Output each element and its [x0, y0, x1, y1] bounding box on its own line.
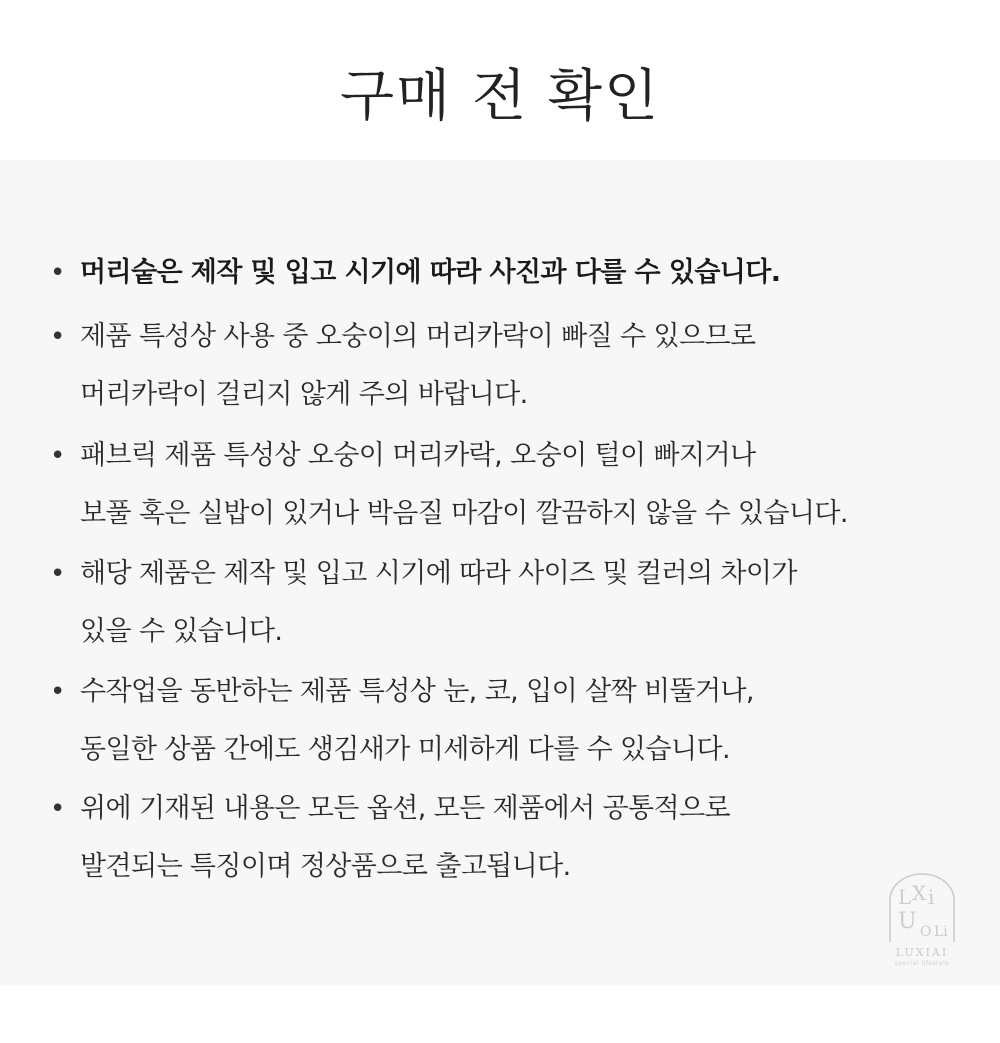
notice-line: 제품 특성상 사용 중 오숭이의 머리카락이 빠질 수 있으므로 [80, 321, 756, 352]
bullet-icon: • [50, 677, 66, 707]
brand-mark-l: L [898, 885, 912, 909]
brand-mark-u: U [898, 909, 917, 934]
notice-item-normal-product [50, 780, 950, 896]
notice-line: 동일한 상품 간에도 생김새가 미세하게 다를 수 있습니다. [80, 734, 730, 765]
page-header [0, 0, 1000, 160]
bullet-icon: • [50, 322, 66, 352]
brand-mark-o: O [920, 924, 932, 940]
notice-item-fabric [50, 427, 950, 543]
page-title: 구매 전 확인 [339, 64, 661, 129]
brand-mark-li: Li [934, 924, 948, 940]
notice-line: 발견되는 특징이며 정상품으로 출고됩니다. [80, 851, 571, 882]
bullet-icon: • [50, 559, 66, 589]
bullet-icon: • [50, 794, 66, 824]
brand-mark-i: i [928, 885, 935, 909]
notice-line: 수작업을 동반하는 제품 특성상 눈, 코, 입이 살짝 비뚤거나, [80, 676, 754, 707]
notice-line: 위에 기재된 내용은 모든 옵션, 모든 제품에서 공통적으로 [80, 793, 730, 824]
notice-line: 보풀 혹은 실밥이 있거나 박음질 마감이 깔끔하지 않을 수 있습니다. [80, 498, 848, 529]
brand-tagline: special lifestyle [894, 960, 950, 967]
notice-item-hair-volume [50, 244, 950, 302]
notice-item-handmade [50, 663, 950, 779]
brand-name: LUXIAI [895, 946, 949, 959]
notice-panel [0, 160, 1000, 985]
bullet-icon: • [50, 441, 66, 471]
notice-item-hair-shedding [50, 308, 950, 424]
notice-line: 머리카락이 걸리지 않게 주의 바랍니다. [80, 379, 528, 410]
bottom-area [0, 985, 1000, 1043]
notice-line: 해당 제품은 제작 및 입고 시기에 따라 사이즈 및 컬러의 차이가 [80, 558, 797, 589]
notice-line: 머리숱은 제작 및 입고 시기에 따라 사진과 다를 수 있습니다. [80, 257, 781, 288]
bullet-icon: • [50, 258, 66, 288]
notice-line: 패브릭 제품 특성상 오숭이 머리카락, 오숭이 털이 빠지거나 [80, 440, 756, 471]
brand-mark-x: X [912, 881, 927, 905]
notice-line: 있을 수 있습니다. [80, 616, 283, 647]
notice-item-size-color [50, 545, 950, 661]
